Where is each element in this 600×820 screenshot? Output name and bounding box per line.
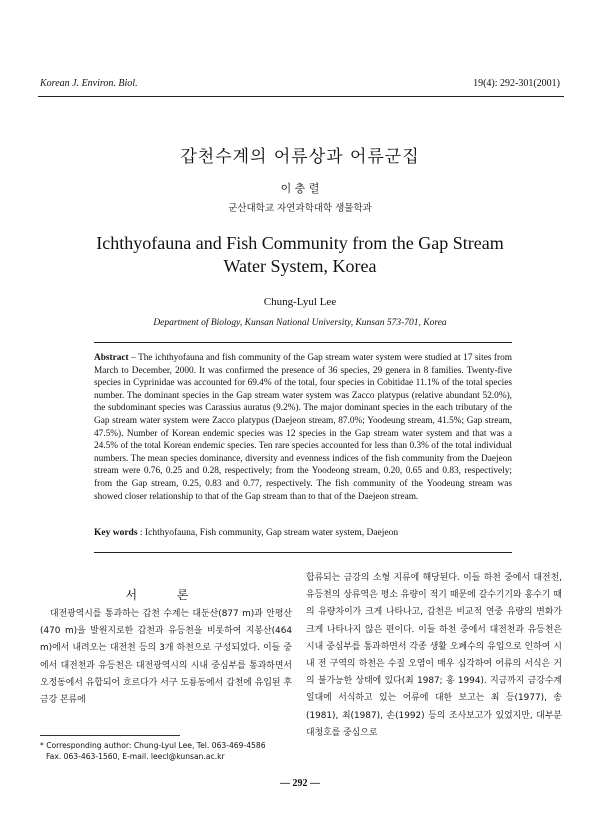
korean-affiliation: 군산대학교 자연과학대학 생물학과	[228, 203, 372, 214]
section-heading: 서 론	[125, 588, 207, 602]
footnote	[40, 740, 300, 762]
footnote-rule	[40, 735, 180, 736]
citation: 19(4): 292-301(2001)	[473, 78, 560, 89]
korean-title: 갑천수계의 어류상과 어류군집	[180, 147, 420, 167]
english-author: Chung-Lyul Lee	[263, 296, 337, 308]
body-right-paragraph: 합류되는 금강의 소형 지류에 해당된다. 이들 하천 중에서 대전천, 유등천의 상류역은 평소 유량이 적기 때문에 갈수기기와 홍수기 때의 유량차이가 크게 나타나고, 갑천은 비교적 연중 유량의 변화가 크게 나타나지 않은 편이다. 이들 하천 중에서 대전천과 유등천은 시내 중심부를 통과하면서 각종 생활 오폐수의 유입으로 인하여 시내 전 구역의 하천은 수질 오염이 매우 심각하여 어류의 서식은 거의 불가능한 상태에 있다(최 1987; 홍 1994). 지금까지 금강수계 일대에 서식하고 있는 어류에 대한 보고는 최 등(1977), 송(1981), 최(1987), 손(1992) 등의 조사보고가 있었지만, 대부분 대청호를 중심으로	[306, 573, 562, 738]
abstract	[94, 352, 512, 503]
journal-name: Korean J. Environ. Biol.	[40, 78, 138, 89]
english-title-line2: Water System, Korea	[223, 256, 377, 276]
footnote-line2: Fax. 063-463-1560, E-mail. leecl@kunsan.ac.kr	[46, 752, 225, 761]
english-affiliation: Department of Biology, Kunsan National University, Kunsan 573-701, Korea	[153, 318, 447, 328]
header-rule	[38, 96, 564, 97]
abstract-text: – The ichthyofauna and fish community of the Gap stream water system were studied at 17 sites from March to December, 2000. It was confirmed the presence of 36 species, 29 genera in 8 families. Twenty-five species in Cyprinidae was accounted for 69.4% of the total, four species in Cobitidae 11.1% of the total species number. The dominant species in the Gap stream water system was Zacco platypus (relative abundant 52.0%), the subdominant species was Carassius auratus (9.2%). The major dominant species in the each tributary of the Gap stream water system were Zacco platypus (Daejeon stream, 87.0%; Yoodeung stream, 41.5%; Gap stream, 47.5%). Number of Korean endemic species was 12 species in the Gap stream water system and that was a 24.5% of the total Korean endemic species. Ten rare species accounted for less than 0.3% of the total individual numbers. The mean species dominance, diversity and evenness indices of the fish community from the Daejeon stream were 0.76, 0.25 and 0.28, respectively; from the Yoodeong stream, 0.20, 0.65 and 0.83, respectively; from the Gap stream, 0.25, 0.83 and 0.77, respectively. The fish community of the Yoodeung stream was showed closer relationship to that of the Gap stream than to that of the Daejeon stream.	[94, 353, 512, 502]
abstract-label: Abstract	[94, 353, 129, 363]
keywords-text: : Ichthyofauna, Fish community, Gap stream water system, Daejeon	[137, 528, 399, 538]
body-left-paragraph: 대전광역시를 통과하는 갑천 수계는 대둔산(877 m)과 안평산(470 m)을 발원지로한 갑천과 유등천을 비롯하여 지봉산(464 m)에서 내려오는 대전천 등의 3개 하천으로 구성되었다. 이들 중에서 대전천과 유등천은 대전광역시의 시내 중심부를 통과하면서 오정동에서 유합되어 흐르다가 서구 도룡동에서 갑천에 유입된 후 금강 본류에	[40, 609, 292, 706]
korean-author: 이 충 렬	[280, 182, 320, 195]
body-left-column	[40, 606, 292, 709]
english-title	[60, 232, 540, 278]
footnote-line1: * Corresponding author: Chung-Lyul Lee, Tel. 063-469-4586	[40, 741, 266, 750]
english-title-line1: Ichthyofauna and Fish Community from the Gap Stream	[96, 233, 504, 253]
body-right-column	[306, 570, 562, 742]
page-number: — 292 —	[280, 778, 320, 789]
keywords-label: Key words	[94, 528, 138, 538]
abstract-top-rule	[94, 342, 512, 343]
abstract-bottom-rule	[94, 552, 512, 553]
keywords	[94, 528, 512, 538]
